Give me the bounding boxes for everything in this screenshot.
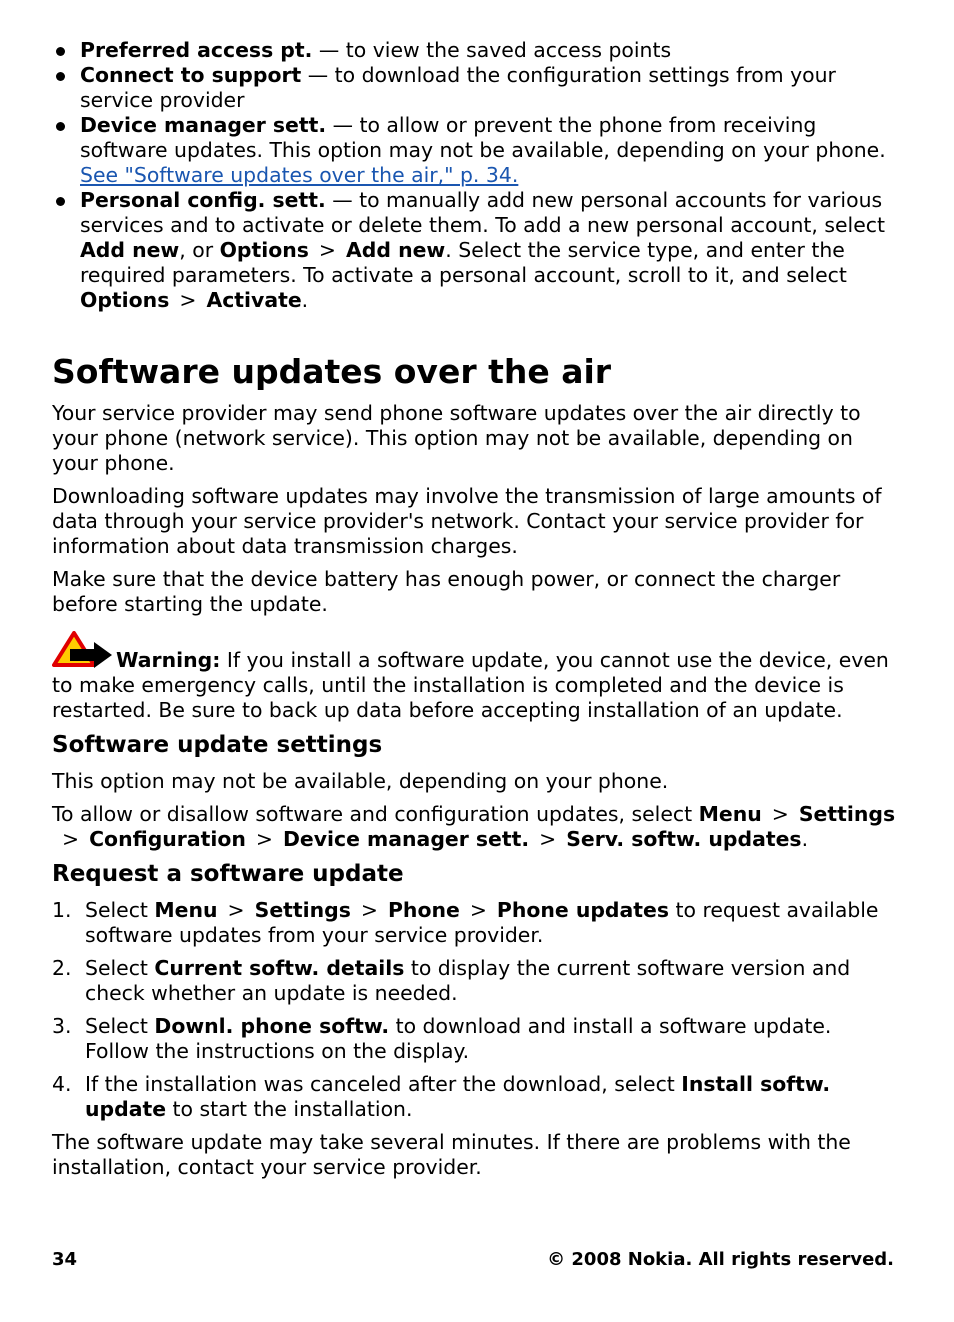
list-item — [52, 38, 897, 63]
menu-path-item: Install softw. update — [85, 1072, 831, 1121]
bullet-desc: — to download the configuration settings from your service provider — [80, 63, 836, 112]
step-item — [52, 1014, 897, 1064]
cross-reference-link[interactable]: See "Software updates over the air," p. 34. — [80, 163, 519, 187]
instruction-text: To allow or disallow software and configuration updates, select — [52, 802, 699, 826]
bullet-desc: — to view the saved access points — [312, 38, 672, 62]
menu-path-item: Serv. softw. updates — [566, 827, 802, 851]
menu-path-item: Menu — [154, 898, 218, 922]
closing-paragraph: The software update may take several minutes. If there are problems with the installation, contact your service provider. — [52, 1130, 851, 1179]
settings-options-list — [52, 38, 897, 313]
bullet-text: , or — [179, 238, 220, 262]
request-steps — [52, 898, 897, 1122]
menu-path-item: Settings — [798, 802, 896, 826]
menu-path-item: Phone — [387, 898, 460, 922]
list-item — [52, 188, 897, 313]
step-number: 3. — [52, 1014, 72, 1038]
menu-path-item: Phone updates — [496, 898, 670, 922]
settings-note: This option may not be available, depending on your phone. — [52, 769, 669, 793]
path-separator: > — [179, 288, 197, 312]
menu-path-item: Add new — [346, 238, 446, 262]
list-item — [52, 63, 897, 113]
intro-paragraph: Downloading software updates may involve the transmission of large amounts of data through your service provider's network. Contact your service provider for information about data transmission charges. — [52, 484, 882, 558]
step-text: to start the installation. — [166, 1097, 413, 1121]
settings-instruction — [52, 802, 897, 852]
step-item — [52, 956, 897, 1006]
bullet-term: Device manager sett. — [80, 113, 327, 137]
request-heading: Request a software update — [52, 861, 404, 887]
path-separator: > — [255, 827, 273, 851]
warning-text: If you install a software update, you cannot use the device, even to make emergency calls, until the installation is completed and the device is restarted. Be sure to back up data before accepting installation of an update. — [52, 648, 889, 722]
step-number: 2. — [52, 956, 72, 980]
step-item — [52, 1072, 897, 1122]
bullet-term: Connect to support — [80, 63, 302, 87]
step-text: If the installation was canceled after the download, select — [85, 1072, 682, 1096]
path-separator: > — [469, 898, 487, 922]
menu-path-item: Menu — [698, 802, 762, 826]
bullet-desc: — to manually add new personal accounts for various services and to activate or delete them. To add a new personal account, select — [80, 188, 885, 237]
bullet-desc: — to allow or prevent the phone from receiving software updates. This option may not be available, depending on your phone. — [80, 113, 886, 162]
step-number: 4. — [52, 1072, 72, 1096]
step-text: to request available software updates from your service provider. — [85, 898, 879, 947]
menu-path-item: Settings — [254, 898, 351, 922]
page-number: 34 — [52, 1249, 78, 1270]
bullet-text: . Select the service type, and enter the required parameters. To activate a personal account, scroll to it, and select — [80, 238, 847, 287]
menu-path-item: Configuration — [89, 827, 246, 851]
path-separator: > — [539, 827, 557, 851]
page-footer — [52, 1249, 894, 1271]
bullet-text: . — [301, 288, 309, 312]
menu-path-item: Options — [219, 238, 309, 262]
path-separator: > — [771, 802, 789, 826]
menu-path-item: Options — [80, 288, 170, 312]
warning-icon — [52, 631, 114, 671]
copyright-notice: © 2008 Nokia. All rights reserved. — [547, 1249, 894, 1270]
step-text: Select — [85, 1014, 155, 1038]
warning-note — [52, 631, 897, 723]
path-separator: > — [227, 898, 245, 922]
path-separator: > — [318, 238, 337, 262]
step-text: to download and install a software update. Follow the instructions on the display. — [85, 1014, 832, 1063]
page-content — [52, 38, 897, 1188]
path-separator: > — [360, 898, 378, 922]
step-item — [52, 898, 897, 948]
list-item — [52, 113, 897, 188]
path-separator: > — [62, 827, 80, 851]
menu-path-item: Add new — [80, 238, 180, 262]
menu-path-item: Current softw. details — [154, 956, 405, 980]
settings-heading: Software update settings — [52, 732, 383, 758]
bullet-term: Personal config. sett. — [80, 188, 326, 212]
step-text: to display the current software version and check whether an update is needed. — [85, 956, 851, 1005]
warning-label: Warning: — [116, 648, 221, 672]
step-text: Select — [85, 898, 155, 922]
intro-paragraph: Make sure that the device battery has enough power, or connect the charger before starting the update. — [52, 567, 841, 616]
step-number: 1. — [52, 898, 72, 922]
section-title: Software updates over the air — [52, 352, 612, 391]
intro-paragraph: Your service provider may send phone software updates over the air directly to your phone (network service). This option may not be available, depending on your phone. — [52, 401, 861, 475]
step-text: Select — [85, 956, 155, 980]
bullet-term: Preferred access pt. — [80, 38, 313, 62]
menu-path-item: Downl. phone softw. — [154, 1014, 390, 1038]
instruction-text: . — [801, 827, 809, 851]
menu-path-item: Activate — [206, 288, 302, 312]
menu-path-item: Device manager sett. — [282, 827, 530, 851]
